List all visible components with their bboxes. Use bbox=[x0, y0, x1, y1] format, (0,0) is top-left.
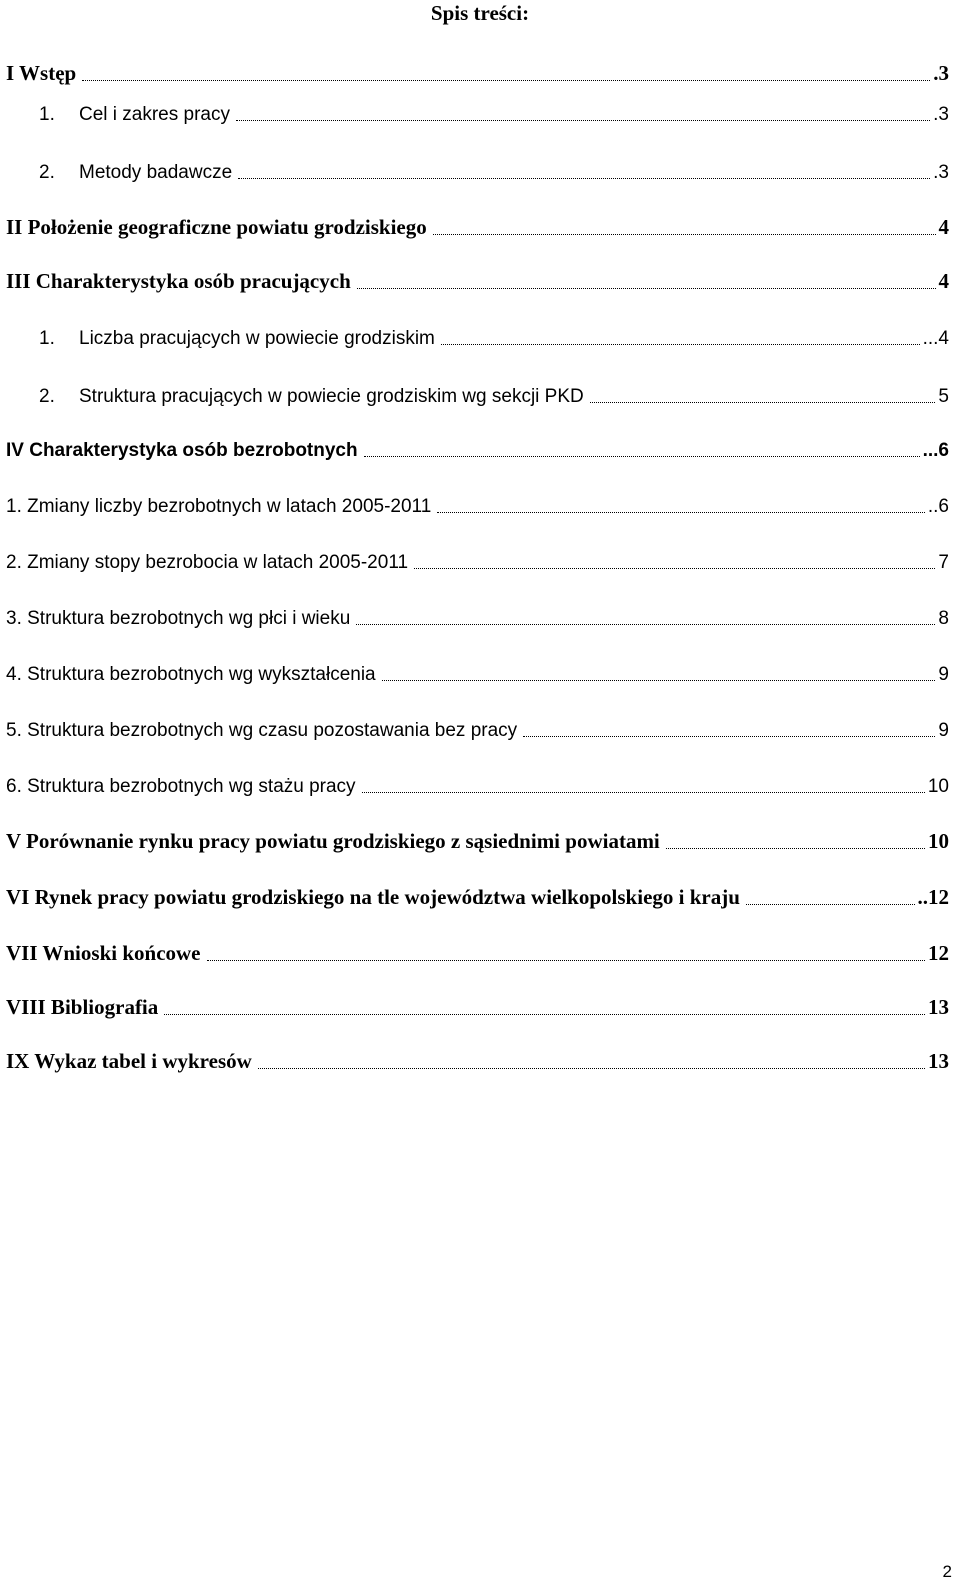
toc-entry-label: I Wstęp bbox=[6, 61, 77, 85]
toc-entry-label: III Charakterystyka osób pracujących bbox=[6, 269, 351, 293]
toc-entry-metody-badawcze[interactable] bbox=[39, 154, 949, 184]
toc-entry-page: .3 bbox=[933, 104, 949, 125]
toc-entry-zmiany-stopy[interactable] bbox=[6, 544, 949, 574]
toc-entry-label: V Porównanie rynku pracy powiatu grodziskiego z sąsiednimi powiatami bbox=[6, 829, 660, 853]
toc-entry-page: 13 bbox=[928, 995, 949, 1019]
toc-entry-page: ...4 bbox=[922, 328, 949, 349]
toc-dot-leader bbox=[433, 233, 936, 235]
toc-entry-label: VIII Bibliografia bbox=[6, 995, 159, 1019]
toc-entry-page: 7 bbox=[938, 552, 949, 573]
toc-entry-number: 2. bbox=[39, 162, 55, 183]
toc-entry-page: 4 bbox=[938, 269, 949, 293]
toc-dot-leader bbox=[238, 177, 930, 179]
toc-dot-leader bbox=[356, 623, 935, 625]
toc-dot-leader bbox=[362, 791, 925, 793]
page-number: 2 bbox=[942, 1562, 952, 1581]
toc-entry-struktura-pkd[interactable] bbox=[39, 378, 949, 408]
toc-entry-rynek-pracy-tle[interactable] bbox=[6, 880, 949, 910]
toc-entry-page: .3 bbox=[933, 61, 949, 85]
toc-entry-staz-pracy[interactable] bbox=[6, 768, 949, 798]
toc-dot-leader bbox=[746, 903, 915, 905]
toc-entry-wyksztalcenie[interactable] bbox=[6, 656, 949, 686]
toc-entry-charakterystyka-bezrobotnych[interactable] bbox=[6, 432, 949, 462]
toc-entry-page: 10 bbox=[928, 829, 949, 853]
toc-dot-leader bbox=[414, 567, 935, 569]
toc-entry-charakterystyka-pracujacych[interactable] bbox=[6, 264, 949, 294]
toc-entry-page: 9 bbox=[938, 720, 949, 741]
toc-dot-leader bbox=[666, 847, 925, 849]
toc-dot-leader bbox=[207, 959, 926, 961]
toc-dot-leader bbox=[523, 735, 935, 737]
toc-dot-leader bbox=[82, 79, 930, 81]
toc-entry-czas-bez-pracy[interactable] bbox=[6, 712, 949, 742]
toc-entry-plec-wiek[interactable] bbox=[6, 600, 949, 630]
toc-entry-polozenie[interactable] bbox=[6, 210, 949, 240]
toc-entry-liczba-pracujacych[interactable] bbox=[39, 320, 949, 350]
toc-entry-bibliografia[interactable] bbox=[6, 990, 949, 1020]
toc-entry-page: ..6 bbox=[927, 496, 949, 517]
toc-entry-page: 12 bbox=[928, 941, 949, 965]
toc-entry-number: 1. bbox=[39, 104, 55, 125]
toc-dot-leader bbox=[258, 1067, 925, 1069]
toc-entry-wstep[interactable] bbox=[6, 56, 949, 86]
toc-entry-page: ...6 bbox=[922, 440, 949, 461]
toc-entry-zmiany-liczby[interactable] bbox=[6, 488, 949, 518]
toc-entry-label: 4. Struktura bezrobotnych wg wykształcenia bbox=[6, 664, 376, 685]
toc-entry-page: 8 bbox=[938, 608, 949, 629]
toc-entry-label: VII Wnioski końcowe bbox=[6, 941, 201, 965]
toc-dot-leader bbox=[382, 679, 936, 681]
toc-entry-wykaz-tabel[interactable] bbox=[6, 1044, 949, 1074]
toc-dot-leader bbox=[441, 343, 920, 345]
toc-entry-page: 10 bbox=[927, 776, 949, 797]
toc-entry-label: 5. Struktura bezrobotnych wg czasu pozostawania bez pracy bbox=[6, 720, 518, 741]
toc-entry-label: 2. Zmiany stopy bezrobocia w latach 2005-2011 bbox=[6, 552, 409, 573]
toc-entry-label: VI Rynek pracy powiatu grodziskiego na tle województwa wielkopolskiego i kraju bbox=[6, 885, 740, 909]
toc-dot-leader bbox=[364, 455, 920, 457]
toc-entry-page: 13 bbox=[928, 1049, 949, 1073]
toc-dot-leader bbox=[590, 401, 936, 403]
toc-entry-number: 2. bbox=[39, 386, 55, 407]
toc-dot-leader bbox=[437, 511, 925, 513]
toc-dot-leader bbox=[357, 287, 936, 289]
toc-entry-porownanie[interactable] bbox=[6, 824, 949, 854]
toc-entry-label: IV Charakterystyka osób bezrobotnych bbox=[6, 440, 358, 461]
toc-entry-label: II Położenie geograficzne powiatu grodziskiego bbox=[6, 215, 427, 239]
toc-entry-label: Liczba pracujących w powiecie grodziskim bbox=[79, 328, 435, 349]
toc-title: Spis treści: bbox=[430, 1, 530, 25]
toc-entry-cel-i-zakres[interactable] bbox=[39, 96, 949, 126]
toc-entry-label: Struktura pracujących w powiecie grodziskim wg sekcji PKD bbox=[79, 386, 584, 407]
toc-dot-leader bbox=[236, 119, 930, 121]
toc-entry-wnioski[interactable] bbox=[6, 936, 949, 966]
toc-entry-number: 1. bbox=[39, 328, 55, 349]
toc-entry-label: 3. Struktura bezrobotnych wg płci i wieku bbox=[6, 608, 351, 629]
toc-entry-page: 9 bbox=[938, 664, 949, 685]
toc-dot-leader bbox=[164, 1013, 925, 1015]
toc-entry-label: Cel i zakres pracy bbox=[79, 104, 230, 125]
toc-entry-label: Metody badawcze bbox=[79, 162, 233, 183]
toc-entry-label: IX Wykaz tabel i wykresów bbox=[6, 1049, 252, 1073]
toc-entry-label: 1. Zmiany liczby bezrobotnych w latach 2005-2011 bbox=[6, 496, 432, 517]
toc-entry-page: 4 bbox=[938, 215, 949, 239]
toc-entry-page: .3 bbox=[933, 162, 949, 183]
toc-entry-page: ..12 bbox=[917, 885, 949, 909]
toc-entry-label: 6. Struktura bezrobotnych wg stażu pracy bbox=[6, 776, 356, 797]
toc-entry-page: 5 bbox=[938, 386, 949, 407]
